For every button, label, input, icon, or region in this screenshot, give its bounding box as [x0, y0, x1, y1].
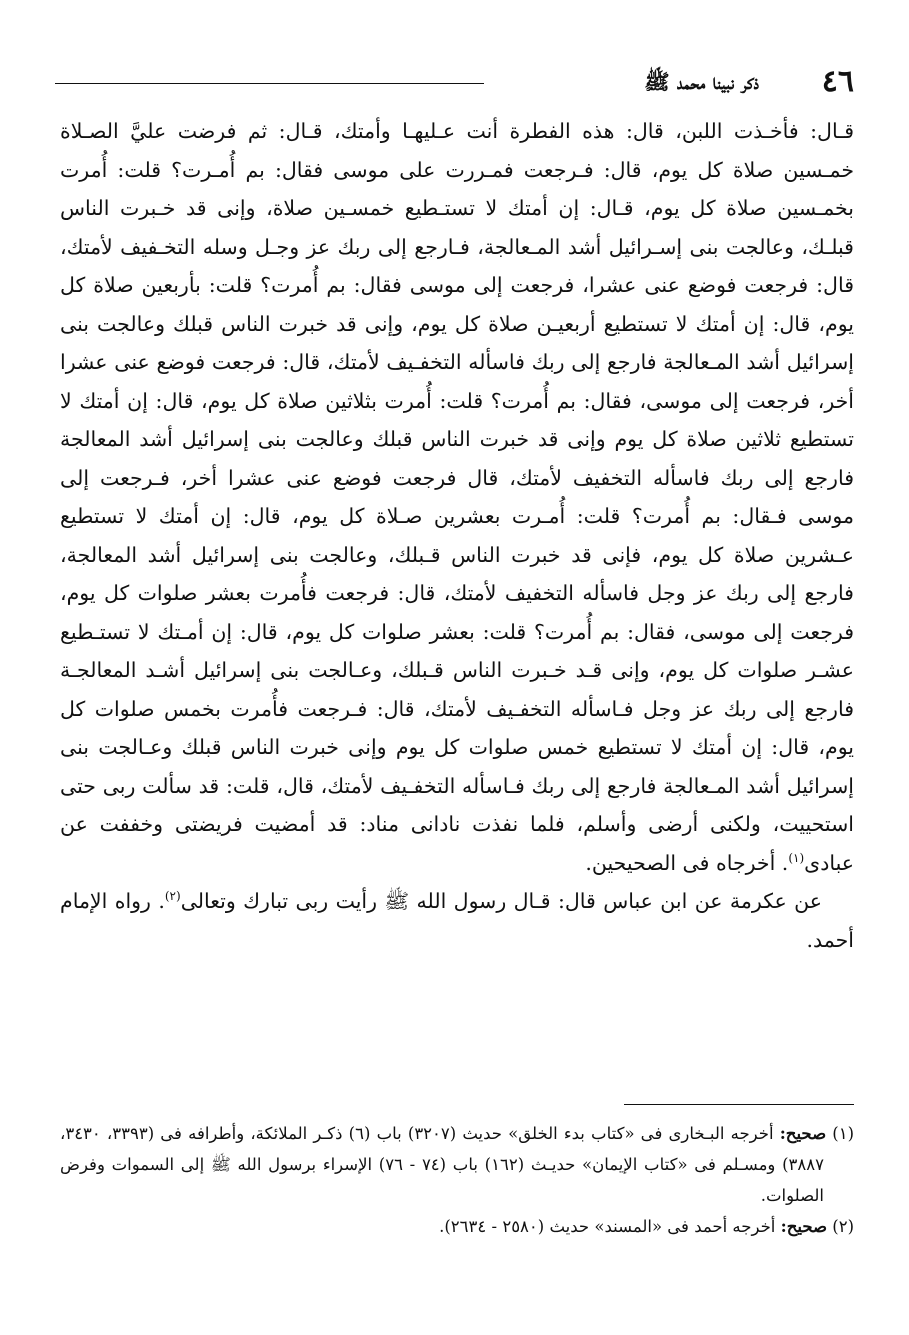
- body-paragraph: [60, 882, 854, 959]
- footnote-number: (١): [832, 1124, 854, 1143]
- header-rule: [55, 83, 484, 84]
- main-text: [60, 112, 854, 959]
- paragraph-text-end: . أخرجاه فى الصحيحين.: [585, 850, 789, 875]
- body-paragraph: [60, 112, 854, 882]
- paragraph-text: قـال: فأخـذت اللبن، قال: هذه الفطرة أنت عـليهـا وأمتك، قـال: ثم فرضت عليَّ الصـلاة خمـسين صلاة كل يوم، قال: فـرجعت فمـررت على موسى فقال: بم أُمـرت؟ قلت: أُمرت بخمـسين صلاة كل يوم، قـال: إن أمتك لا تستـطيع خمسـين صلاة، وإنى قد خـبرت الناس قبلـك، وعالجت بنى إسـرائيل أشد المـعالجة، فـارجع إلى ربك عز وجـل وسله التخـفيف لأمتك، قال: فرجعت فوضع عنى عشرا، فرجعت إلى موسى فقال: بم أُمرت؟ قلت: بأربعين صلاة كل يوم، قال: إن أمتك لا تستطيع أربعيـن صلاة كل يوم، وإنى قد خبرت الناس قبلك وعالجت بنى إسرائيل أشد المـعالجة فارجع إلى ربك فاسأله التخفـيف لأمتك، قال: فرجعت فوضع عنى عشرا أخر، فرجعت إلى موسى، فقال: بم أُمرت؟ قلت: أُمرت بثلاثين صلاة كل يوم، قال: إن أمتك لا تستطيع ثلاثين صلاة كل يوم وإنى قد خبرت الناس قبلك وعالجت بنى إسرائيل أشد المعالجة فارجع إلى ربك فاسأله التخفيف لأمتك، قال فرجعت فوضع عنى عشرا أخر، فـرجعت إلى موسى فـقال: بم أُمرت؟ قلت: أُمـرت بعشرين صـلاة كل يوم، قال: إن أمتك لا تستطيع عـشرين صلاة كل يوم، فإنى قد خبرت الناس قـبلك، وعالجت بنى إسرائيل أشد المعالجة، فارجع إلى ربك عز وجل فاسأله التخفيف لأمتك، قال: فرجعت فأُمرت بعشر صلوات كل يوم، فرجعت إلى موسى، فقال: بم أُمرت؟ قلت: بعشر صلوات كل يوم، قال: إن أمـتك لا تستـطيع عشـر صلوات كل يوم، وإنى قـد خـبرت الناس قـبلك، وعـالجت بنى إسرائيل أشـد المعالجـة فارجع إلى ربك عز وجل فـاسأله التخفـيف لأمتك، قال: فـرجعت فأُمرت بخمس صلوات كل يوم، قال: إن أمتك لا تستطيع خمس صلوات كل يوم وإنى خبرت الناس قبلك وعـالجت بنى إسرائيل أشد المـعالجة فارجع إلى ربك فـاسأله التخفـيف لأمتك، قال، قلت: قد سألت ربى حتى استحييت، ولكنى أرضى وأسلم، فلما نفذت نادانى مناد: قد أمضيت فريضتى وخففت عن عبادى: [60, 119, 854, 875]
- paragraph-text: عن عكرمة عن ابن عباس قال: قـال رسول الله ﷺ رأيت ربى تبارك وتعالى: [180, 889, 823, 913]
- footnote-label: صحيح:: [779, 1124, 827, 1143]
- footnote-ref: (١): [788, 850, 805, 865]
- footnote-text: أخرجه أحمد فى «المسند» حديث (٢٥٨٠ - ٢٦٣٤).: [439, 1217, 776, 1236]
- page-header: [55, 62, 854, 102]
- footnote-separator: [624, 1104, 854, 1105]
- footnote-number: (٢): [832, 1217, 854, 1236]
- footnote: [60, 1211, 854, 1242]
- running-title: ذكر نبينا محمد ﷺ: [644, 69, 759, 94]
- footnotes: [60, 1118, 854, 1242]
- footnote-text: أخرجه البـخارى فى «كتاب بدء الخلق» حديث (٣٢٠٧) باب (٦) ذكـر الملائكة، وأطرافه فى (٣٣٩٣، ٣٤٣٠، ٣٨٨٧) ومسـلم فى «كتاب الإيمان» حديـث (١٦٢) باب (٧٤ - ٧٦) الإسراء برسول الله ﷺ إلى السموات وفرض الصلوات.: [60, 1124, 824, 1205]
- footnote: [60, 1118, 854, 1211]
- page-number: ٤٦: [821, 64, 854, 99]
- footnote-label: صحيح:: [780, 1217, 827, 1236]
- paragraph-text-end: . رواه الإمام أحمد.: [60, 889, 854, 952]
- footnote-ref: (٢): [164, 889, 181, 904]
